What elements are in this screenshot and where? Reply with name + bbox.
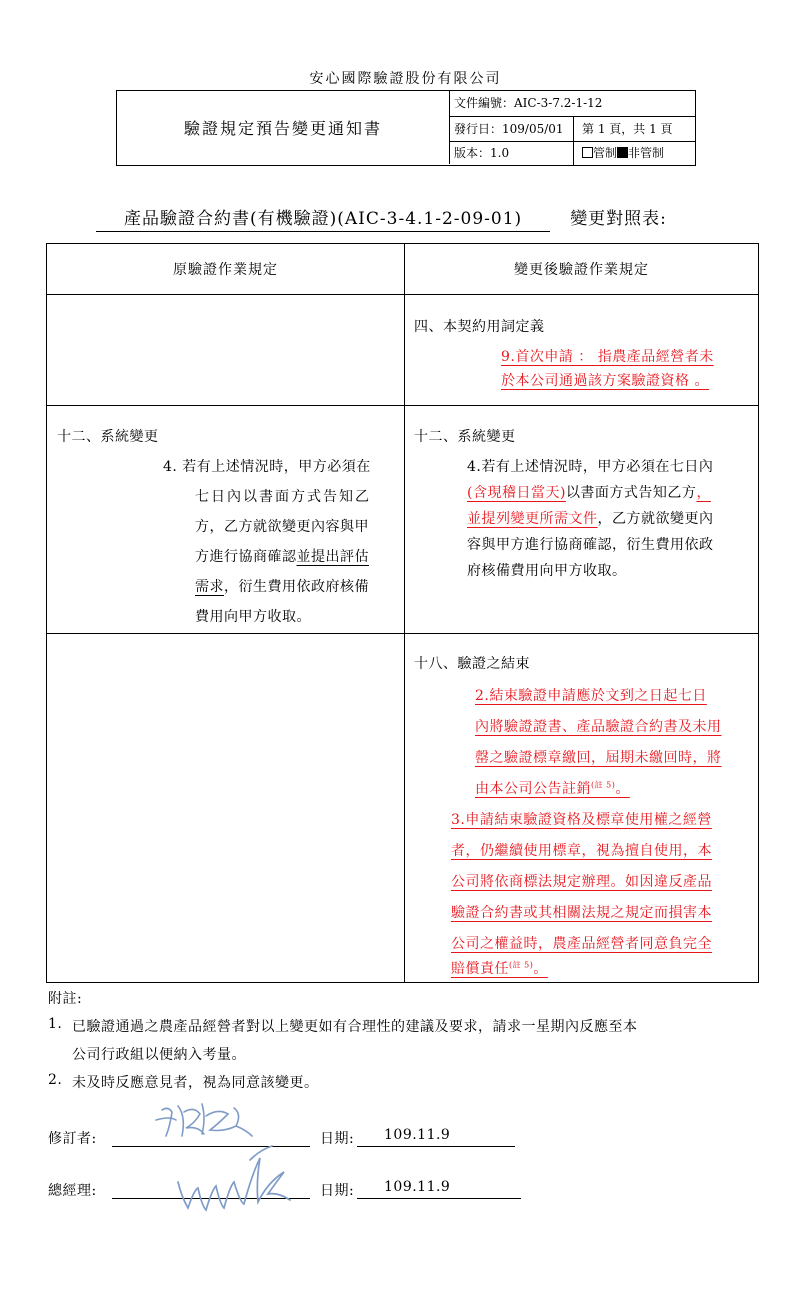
comparison-subtitle xyxy=(96,204,667,229)
row3-item2-line: 罄之驗證標章繳回，屆期未繳回時，將 xyxy=(475,750,722,766)
row3-item3-line: 公司將依商標法規定辦理。如因違反產品 xyxy=(451,874,712,890)
page-count: 第 1 頁，共 1 頁 xyxy=(573,117,695,141)
note-1-number: 1. xyxy=(48,1016,63,1032)
note-2-number: 2. xyxy=(48,1072,63,1088)
row2-left-line: 方，乙方就欲變更內容與甲 xyxy=(195,519,369,535)
row2-left-heading: 十二、系統變更 xyxy=(57,429,159,445)
row2-right-text: ，乙方就欲變更內 xyxy=(597,511,714,527)
row3-item3-line: 者，仍繼續使用標章，視為擅自使用，本 xyxy=(451,843,712,859)
notes-label: 附註: xyxy=(48,991,83,1007)
note-2-text: 未及時反應意見者，視為同意該變更。 xyxy=(72,1075,319,1091)
row2-left-text: 方進行協商確認 xyxy=(195,549,297,565)
manager-label: 總經理: xyxy=(48,1183,97,1199)
row3-item3-end: 。 xyxy=(533,961,548,977)
row-divider xyxy=(47,294,758,295)
control-status xyxy=(573,142,695,165)
row2-left-item: 4. 若有上述情況時，甲方必須在 xyxy=(163,459,371,475)
row3-item2-end: 。 xyxy=(615,781,630,797)
row2-right-text: 以書面方式告知乙方 xyxy=(565,485,697,501)
controlled-checkbox-icon xyxy=(582,147,593,158)
row3-item3-line: 驗證合約書或其相關法規之規定而損害本 xyxy=(451,905,712,921)
issue-date: 發行日：109/05/01 xyxy=(454,122,564,136)
reviser-date-label: 日期: xyxy=(320,1131,355,1147)
row3-item2-line: 2.結束驗證申請應於文到之日起七日 xyxy=(475,688,707,704)
row3-item2-text: 由本公司公告註銷 xyxy=(475,781,591,797)
version-row xyxy=(450,142,695,165)
row3-right-heading: 十八、驗證之結束 xyxy=(414,656,530,672)
manager-date: 109.11.9 xyxy=(384,1179,451,1195)
document-header xyxy=(116,90,696,166)
uncontrolled-label: 非管制 xyxy=(628,146,665,160)
issue-row xyxy=(450,117,695,142)
reviser-date-line xyxy=(357,1146,515,1147)
manager-date-line xyxy=(357,1198,521,1199)
note-1-text-cont: 公司行政組以便納入考量。 xyxy=(72,1047,246,1063)
version: 版本：1.0 xyxy=(454,146,510,160)
row-divider xyxy=(47,633,758,634)
row1-right-line: 9.首次申請 ： 指農產品經營者未 xyxy=(501,349,714,365)
row2-left-line xyxy=(195,572,369,602)
row3-item3-line: 3.申請結束驗證資格及標章使用權之經營 xyxy=(451,812,712,828)
row2-left-underlined: 並提出評估 xyxy=(296,549,369,565)
row2-right-heading: 十二、系統變更 xyxy=(414,429,516,445)
row2-right-red: ， xyxy=(696,485,711,501)
row-divider xyxy=(47,405,758,406)
row1-right-line: 於本公司通過該方案驗證資格 。 xyxy=(501,373,709,389)
reviser-label: 修訂者: xyxy=(48,1131,97,1147)
contract-name: 產品驗證合約書(有機驗證)(AIC-3-4.1-2-09-01) xyxy=(96,209,550,232)
note-1-text: 已驗證通過之農產品經營者對以上變更如有合理性的建議及要求，請求一星期內反應至本 xyxy=(72,1019,638,1035)
column-divider xyxy=(404,244,405,982)
row2-right-line: 容與甲方進行協商確認，衍生費用依政 xyxy=(467,537,714,553)
row2-right-red: (含現稽日當天) xyxy=(467,485,566,501)
company-name: 安心國際驗證股份有限公司 xyxy=(309,71,502,87)
row1-right-heading: 四、本契約用詞定義 xyxy=(414,319,545,335)
subtitle-tail: 變更對照表: xyxy=(570,209,667,229)
comparison-table xyxy=(46,243,759,983)
row2-right-line: 4.若有上述情況時，甲方必須在七日內 xyxy=(467,459,714,475)
row3-item2-line xyxy=(475,774,630,804)
footnote-ref: (註 5) xyxy=(591,780,616,790)
row2-left-line xyxy=(195,542,369,572)
manager-signature xyxy=(170,1140,300,1225)
controlled-label: 管制 xyxy=(593,146,618,160)
footnote-ref: (註 5) xyxy=(509,960,534,970)
row3-item3-line xyxy=(451,954,548,984)
document-title: 驗證規定預告變更通知書 xyxy=(117,91,450,164)
row2-right-red: 並提列變更所需文件 xyxy=(467,511,598,527)
manager-date-label: 日期: xyxy=(320,1183,355,1199)
uncontrolled-checkbox-icon xyxy=(617,147,628,158)
row2-left-line: 七日內以書面方式告知乙 xyxy=(195,489,371,505)
header-original: 原驗證作業規定 xyxy=(173,262,278,278)
row3-item3-text: 賠償責任 xyxy=(451,961,509,977)
header-changed: 變更後驗證作業規定 xyxy=(514,262,649,278)
row2-right-line: 府核備費用向甲方收取。 xyxy=(467,563,627,579)
row3-item3-line: 公司之權益時，農產品經營者同意負完全 xyxy=(451,936,712,952)
row3-item2-line: 內將驗證證書、產品驗證合約書及未用 xyxy=(475,719,722,735)
row2-left-underlined: 需求 xyxy=(195,579,224,595)
doc-number: 文件編號：AIC-3-7.2-1-12 xyxy=(450,91,695,117)
row2-left-line: 費用向甲方收取。 xyxy=(195,609,311,625)
row2-left-text: ，衍生費用依政府核備 xyxy=(224,579,369,595)
reviser-date: 109.11.9 xyxy=(384,1127,451,1143)
